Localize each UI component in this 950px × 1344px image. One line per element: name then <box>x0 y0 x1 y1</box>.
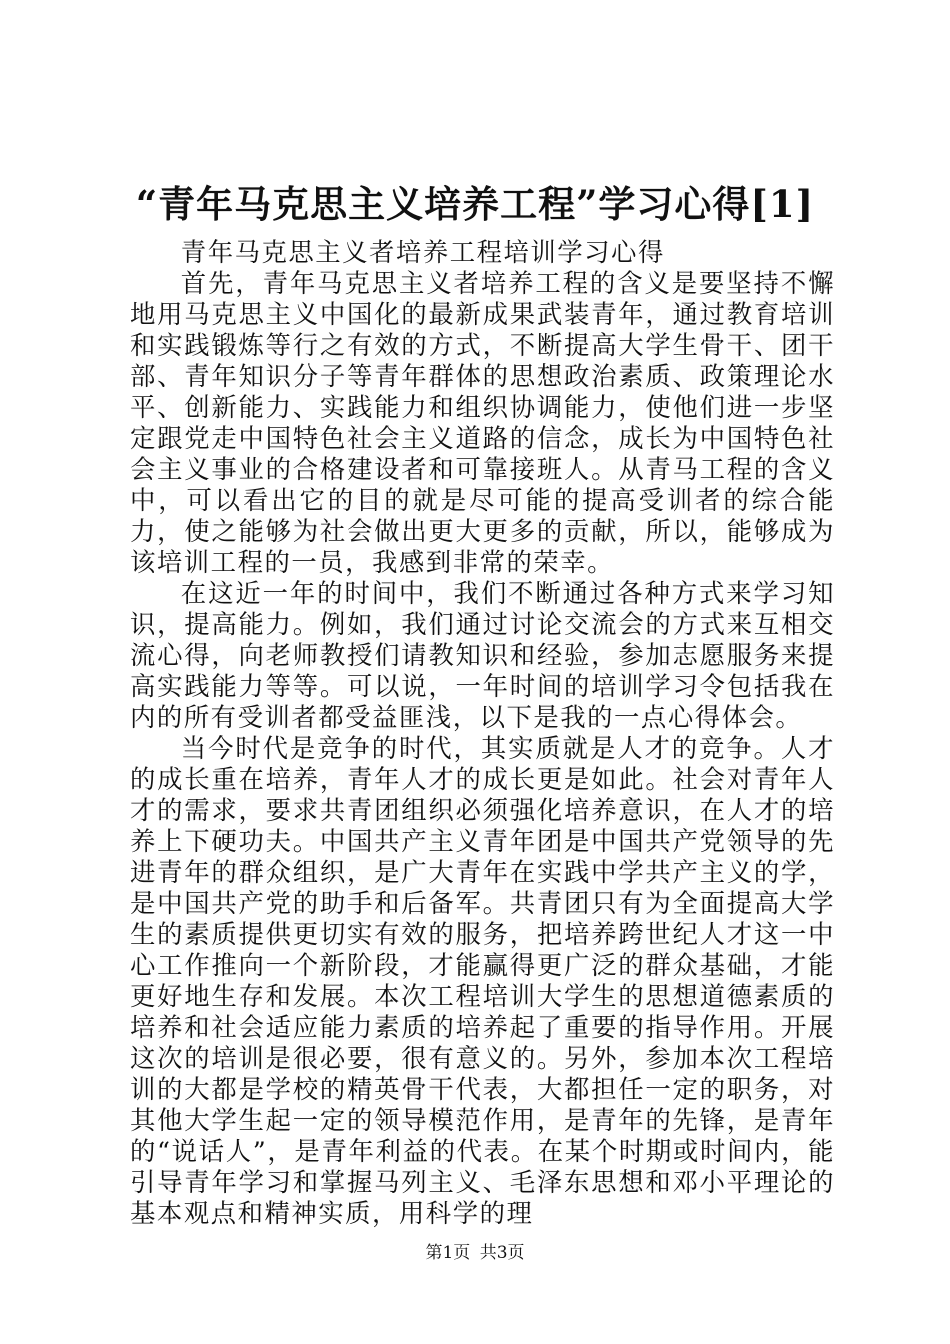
page-number: 第1页 <box>425 1243 471 1263</box>
document-subtitle: 青年马克思主义者培养工程培训学习心得 <box>180 237 665 267</box>
document-title: “青年马克思主义培养工程”学习心得[1] <box>135 182 815 226</box>
page-total: 共3页 <box>479 1243 525 1263</box>
body-paragraph: 当今时代是竞争的时代，其实质就是人才的竞争。人才的成长重在培养，青年人才的成长更是如此。社会对青年人才的需求，要求共青团组织必须强化培养意识，在人才的培养上下硬功夫。中国共产主义青年团是中国共产党领导的先进青年的群众组织，是广大青年在实践中学共产主义的学，是中国共产党的助手和后备军。共青团只有为全面提高大学生的素质提供更切实有效的服务，把培养跨世纪人才这一中心工作推向一个新阶段，才能赢得更广泛的群众基础，才能更好地生存和发展。本次工程培训大学生的思想道德素质的培养和社会适应能力素质的培养起了重要的指导作用。开展这次的培训是很必要，很有意义的。另外，参加本次工程培训的大都是学校的精英骨干代表，大都担任一定的职务，对其他大学生起一定的领导模范作用，是青年的先锋，是青年的“说话人”，是青年利益的代表。在某个时期或时间内，能引导青年学习和掌握马列主义、毛泽东思想和邓小平理论的基本观点和精神实质，用科学的理 <box>130 733 835 1228</box>
document-body <box>130 237 835 1229</box>
body-paragraph: 在这近一年的时间中，我们不断通过各种方式来学习知识，提高能力。例如，我们通过讨论交流会的方式来互相交流心得，向老师教授们请教知识和经验，参加志愿服务来提高实践能力等等。可以说，一年时间的培训学习令包括我在内的所有受训者都受益匪浅，以下是我的一点心得体会。 <box>130 578 835 732</box>
page-footer <box>0 1242 950 1264</box>
body-paragraph: 首先，青年马克思主义者培养工程的含义是要坚持不懈地用马克思主义中国化的最新成果武装青年，通过教育培训和实践锻炼等行之有效的方式，不断提高大学生骨干、团干部、青年知识分子等青年群体的思想政治素质、政策理论水平、创新能力、实践能力和组织协调能力，使他们进一步坚定跟党走中国特色社会主义道路的信念，成长为中国特色社会主义事业的合格建设者和可靠接班人。从青马工程的含义中，可以看出它的目的就是尽可能的提高受训者的综合能力，使之能够为社会做出更大更多的贡献，所以，能够成为该培训工程的一员，我感到非常的荣幸。 <box>130 268 835 577</box>
